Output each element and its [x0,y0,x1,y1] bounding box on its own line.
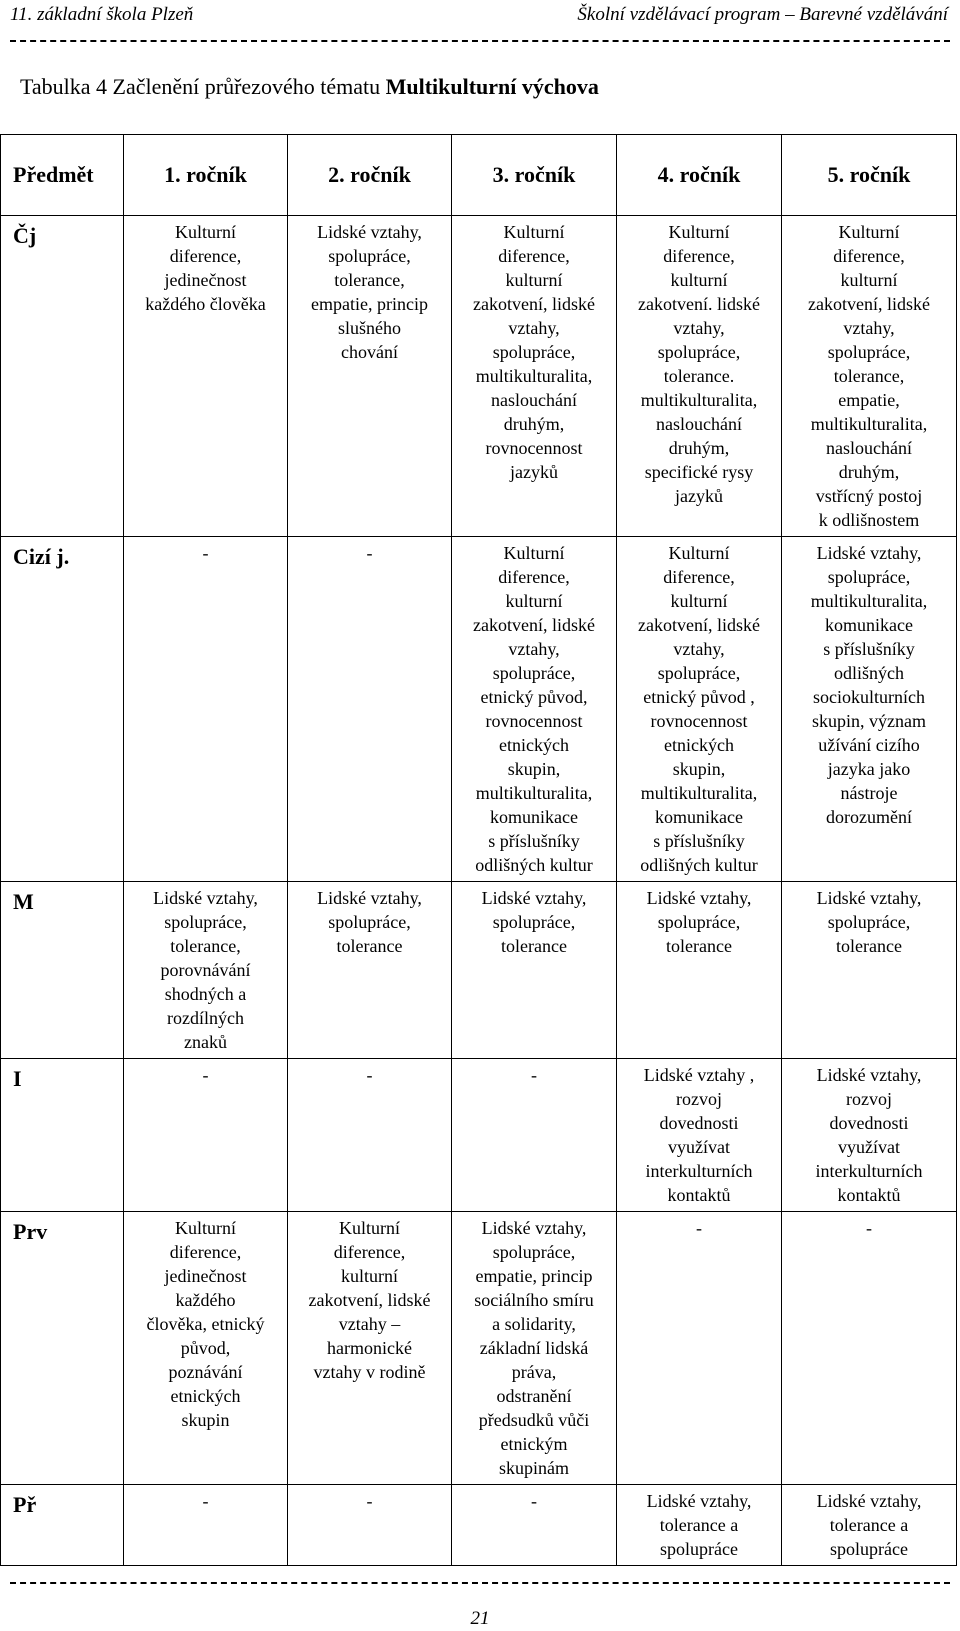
column-header: 5. ročník [782,135,957,216]
table-cell: - [452,1485,617,1566]
table-cell: Lidské vztahy, spolupráce, multikulturalita, komunikace s příslušníky odlišných sociokulturních skupin, význam užívání cizího jazyka jako nástroje dorozumění [782,537,957,882]
table-cell: Lidské vztahy, spolupráce, tolerance, porovnávání shodných a rozdílných znaků [124,882,288,1059]
table-cell: Lidské vztahy, spolupráce, tolerance, empatie, princip slušného chování [288,216,452,537]
curriculum-table [0,134,957,1566]
table-cell: Lidské vztahy, spolupráce, tolerance [288,882,452,1059]
column-header: 2. ročník [288,135,452,216]
subject-cell: Cizí j. [1,537,124,882]
page-header [10,2,950,30]
table-cell: Kulturní diference, jedinečnost každého člověka [124,216,288,537]
column-header: 3. ročník [452,135,617,216]
footer-divider [10,1582,950,1584]
column-header: Předmět [1,135,124,216]
header-divider [10,40,950,42]
table-cell: Lidské vztahy, spolupráce, tolerance [782,882,957,1059]
table-cell: - [288,1059,452,1212]
table-cell: - [782,1212,957,1485]
table-row [1,1212,957,1485]
table-cell: - [124,1485,288,1566]
table-cell: - [124,1059,288,1212]
table-cell: - [124,537,288,882]
caption-prefix: Tabulka 4 Začlenění průřezového tématu [20,74,386,99]
subject-cell: M [1,882,124,1059]
table-cell: Kulturní diference, kulturní zakotvení, lidské vztahy – harmonické vztahy v rodině [288,1212,452,1485]
page-number: 21 [470,1608,490,1629]
column-header: 4. ročník [617,135,782,216]
table-cell: Kulturní diference, kulturní zakotvení, lidské vztahy, spolupráce, tolerance, empatie, multikulturalita, naslouchání druhým, vstřícný postoj k odlišnostem [782,216,957,537]
table-cell: Lidské vztahy, rozvoj dovednosti využívat interkulturních kontaktů [782,1059,957,1212]
table-header-row [1,135,957,216]
table-cell: Lidské vztahy, spolupráce, tolerance [452,882,617,1059]
table-cell: - [452,1059,617,1212]
table-cell: Lidské vztahy , rozvoj dovednosti využívat interkulturních kontaktů [617,1059,782,1212]
table-cell: Lidské vztahy, tolerance a spolupráce [617,1485,782,1566]
table-cell: Kulturní diference, jedinečnost každého člověka, etnický původ, poznávání etnických skupin [124,1212,288,1485]
column-header: 1. ročník [124,135,288,216]
table-cell: Kulturní diference, kulturní zakotvení, lidské vztahy, spolupráce, multikulturalita, naslouchání druhým, rovnocennost jazyků [452,216,617,537]
table-cell: - [288,1485,452,1566]
table-caption [20,74,599,100]
table-cell: Lidské vztahy, spolupráce, tolerance [617,882,782,1059]
table-cell: Lidské vztahy, spolupráce, empatie, princip sociálního smíru a solidarity, základní lidská práva, odstranění předsudků vůči etnickým skupinám [452,1212,617,1485]
table-cell: Kulturní diference, kulturní zakotvení, lidské vztahy, spolupráce, etnický původ, rovnocennost etnických skupin, multikulturalita, komunikace s příslušníky odlišných kultur [452,537,617,882]
table-row [1,1485,957,1566]
table-row [1,537,957,882]
table-row [1,882,957,1059]
caption-topic: Multikulturní výchova [385,74,599,99]
subject-cell: I [1,1059,124,1212]
table-cell: Lidské vztahy, tolerance a spolupráce [782,1485,957,1566]
subject-cell: Prv [1,1212,124,1485]
subject-cell: Př [1,1485,124,1566]
table-cell: Kulturní diference, kulturní zakotvení. lidské vztahy, spolupráce, tolerance. multikulturalita, naslouchání druhým, specifické rysy jazyků [617,216,782,537]
table-cell: Kulturní diference, kulturní zakotvení, lidské vztahy, spolupráce, etnický původ , rovnocennost etnických skupin, multikulturalita, komunikace s příslušníky odlišných kultur [617,537,782,882]
table-row [1,1059,957,1212]
program-name: Školní vzdělávací program – Barevné vzdělávání [577,4,948,25]
table-row [1,216,957,537]
subject-cell: Čj [1,216,124,537]
table-cell: - [617,1212,782,1485]
school-name: 11. základní škola Plzeň [10,4,194,25]
table-cell: - [288,537,452,882]
